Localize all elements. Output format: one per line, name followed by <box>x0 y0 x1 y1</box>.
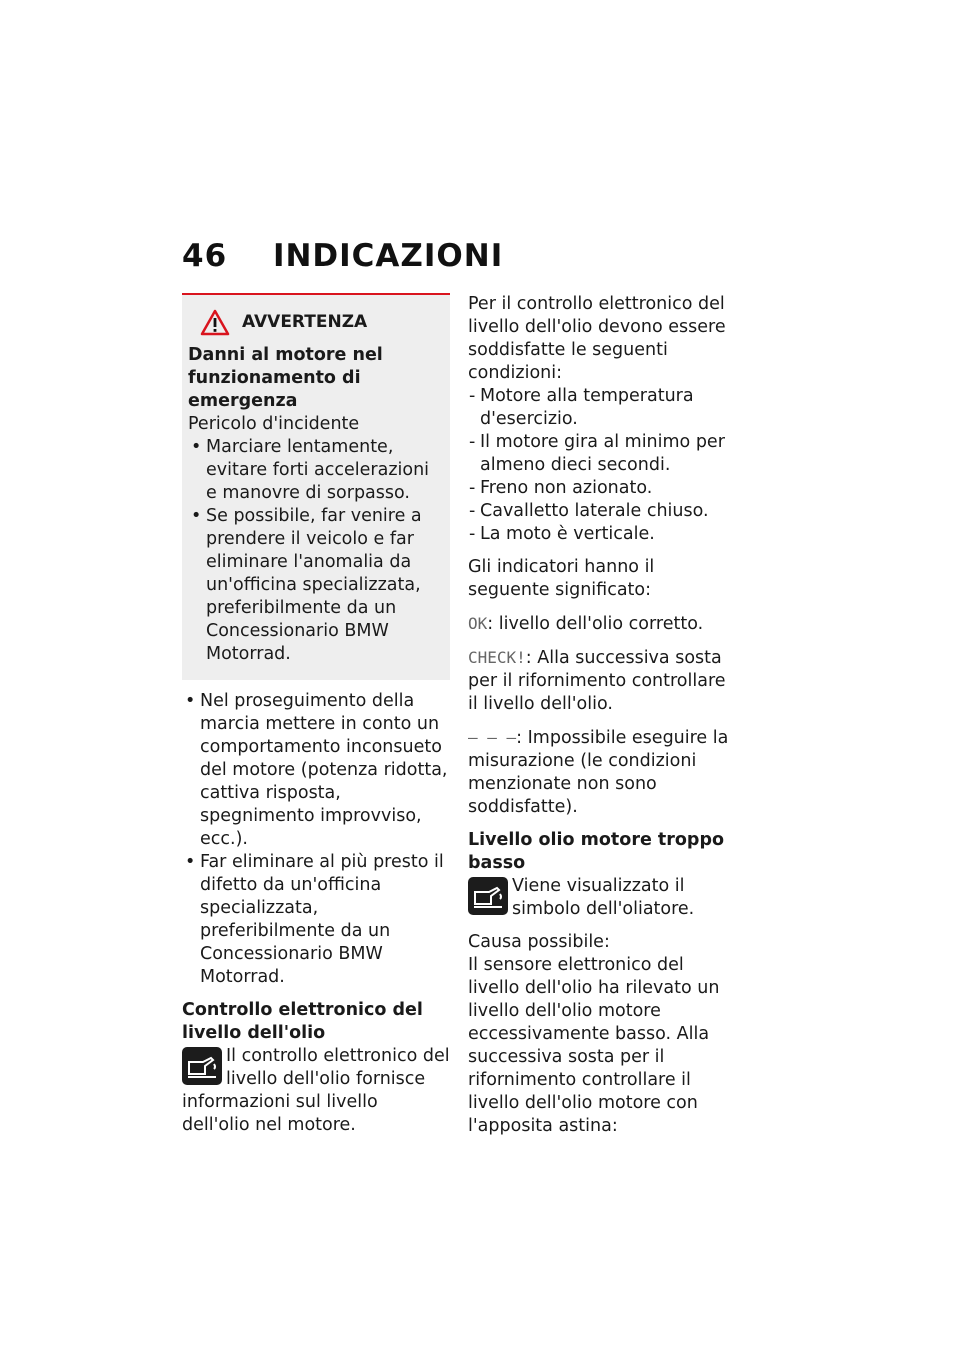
cause-label: Causa possibile: <box>468 932 610 952</box>
list-item: - Freno non azionato. <box>468 477 740 500</box>
oil-control-paragraph <box>182 1045 450 1137</box>
indicator-check <box>468 646 740 716</box>
page-title: INDICAZIONI <box>272 238 504 274</box>
warning-subtitle: Pericolo d'incidente <box>188 414 360 434</box>
page-header <box>182 238 503 274</box>
section-heading-oil-control: Controllo elettronico del livello dell'olio <box>182 1000 423 1043</box>
list-item: • Far eliminare al più presto il difetto da un'officina specializzata, preferibilmente da un Concessionario BMW Motorrad. <box>182 851 450 989</box>
conditions-intro: Per il controllo elettronico del livello dell'olio devono essere soddisfatte le seguenti condizioni: <box>468 294 726 383</box>
list-item: • Marciare lentamente, evitare forti accelerazioni e manovre di sorpasso. <box>188 436 442 505</box>
warning-bullets <box>188 436 442 666</box>
indicator-text: : Impossibile eseguire la misurazione (le condizioni menzionate non sono soddisfatte). <box>468 728 729 817</box>
indicator-text: : Alla successiva sosta per il rifornimento controllare il livello dell'olio. <box>468 648 726 714</box>
oil-can-icon <box>182 1047 222 1085</box>
warning-heading: Danni al motore nel funzionamento di emergenza <box>188 345 383 411</box>
indicator-text: : livello dell'olio corretto. <box>487 614 704 634</box>
left-column <box>182 293 450 1137</box>
list-item: - Il motore gira al minimo per almeno dieci secondi. <box>468 431 740 477</box>
low-oil-paragraph <box>468 875 740 921</box>
right-column <box>468 293 740 1138</box>
indicator-code: – – – <box>468 728 517 747</box>
list-item: • Se possibile, far venire a prendere il veicolo e far eliminare l'anomalia da un'officina specializzata, preferibilmente da un Concessionario BMW Motorrad. <box>188 505 442 666</box>
list-item: - La moto è verticale. <box>468 523 740 546</box>
list-item: • Nel proseguimento della marcia mettere in conto un comportamento inconsueto del motore (potenza ridotta, cattiva risposta, spegnimento improvviso, ecc.). <box>182 690 450 851</box>
conditions-list <box>468 385 740 546</box>
section-heading-low-oil: Livello olio motore troppo basso <box>468 830 725 873</box>
warning-title: AVVERTENZA <box>242 312 368 332</box>
list-item: - Motore alla temperatura d'esercizio. <box>468 385 740 431</box>
indicator-code: OK <box>468 614 488 633</box>
left-bullets <box>182 690 450 989</box>
warning-box <box>182 293 450 680</box>
page-number: 46 <box>182 238 228 274</box>
cause-text: Il sensore elettronico del livello dell'olio ha rilevato un livello dell'olio motore eccessivamente basso. Alla successiva sosta per il rifornimento controllare il livello dell'olio motore con l'apposita astina: <box>468 955 720 1136</box>
indicators-intro: Gli indicatori hanno il seguente significato: <box>468 557 655 600</box>
warning-title-row <box>188 309 442 336</box>
list-item: - Cavalletto laterale chiuso. <box>468 500 740 523</box>
oil-control-text: Il controllo elettronico del livello dell'olio fornisce informazioni sul livello dell'olio nel motore. <box>182 1046 450 1135</box>
indicator-code: CHECK! <box>468 648 526 667</box>
indicator-dashes <box>468 726 740 819</box>
oil-can-icon <box>468 877 508 915</box>
low-oil-icon-text: Viene visualizzato il simbolo dell'oliatore. <box>512 876 695 919</box>
indicator-ok <box>468 612 740 636</box>
warning-triangle-icon <box>200 309 230 336</box>
